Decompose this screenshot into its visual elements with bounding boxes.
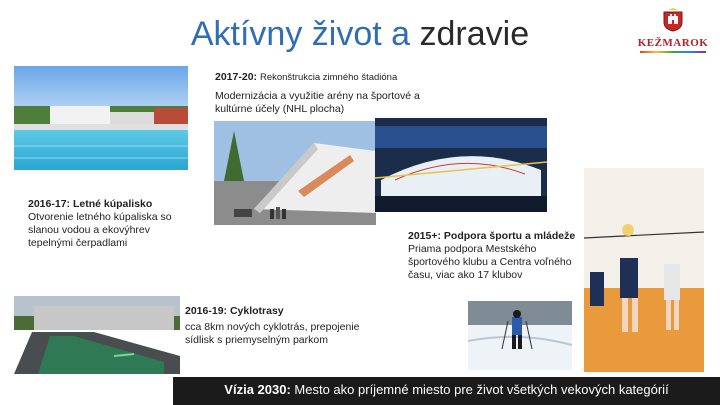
page-title bbox=[0, 14, 720, 54]
logo-text: KEŽMAROK bbox=[637, 37, 709, 49]
vision-text bbox=[173, 382, 720, 398]
pool-photo bbox=[14, 66, 188, 170]
stadium-heading-rest: Rekonštrukcia zimného štadióna bbox=[259, 72, 398, 83]
logo-color-bar bbox=[640, 51, 706, 53]
title-part-1: Aktívny život a bbox=[190, 15, 411, 53]
sport-heading: 2015+: Podpora športu a mládeže bbox=[408, 230, 576, 242]
sport-body: Priama podpora Mestského športového klubu a Centra voľného času, viac ako 17 klubov bbox=[408, 243, 572, 281]
pool-heading: 2016-17: Letné kúpalisko bbox=[28, 198, 153, 210]
coat-of-arms-icon bbox=[662, 8, 684, 32]
stadium-body: Modernizácia a využitie arény na športové a kultúrne účely (NHL plocha) bbox=[215, 90, 420, 115]
title-part-2: zdravie bbox=[419, 15, 530, 53]
sport-block bbox=[408, 230, 584, 282]
skiing-photo bbox=[468, 301, 572, 370]
stadium-block bbox=[215, 71, 430, 116]
cycle-heading: 2016-19: Cyklotrasy bbox=[185, 305, 284, 317]
cycle-path-photo bbox=[14, 296, 180, 374]
city-logo bbox=[634, 8, 712, 56]
stadium-heading: 2017-20: bbox=[215, 71, 258, 83]
cycle-block bbox=[185, 305, 365, 347]
pool-block bbox=[28, 198, 186, 250]
vision-label: Vízia 2030: bbox=[224, 382, 291, 397]
volleyball-photo bbox=[584, 168, 704, 372]
vision-statement: Mesto ako príjemné miesto pre život všetkých vekových kategórií bbox=[294, 382, 669, 397]
cycle-body: cca 8km nových cyklotrás, prepojenie sídlisk s priemyselným parkom bbox=[185, 321, 360, 346]
pool-body: Otvorenie letného kúpaliska so slanou vodou a ekovýhrev tepelnými čerpadlami bbox=[28, 211, 172, 249]
stadium-exterior-photo bbox=[214, 121, 376, 225]
arena-photo bbox=[375, 118, 547, 212]
